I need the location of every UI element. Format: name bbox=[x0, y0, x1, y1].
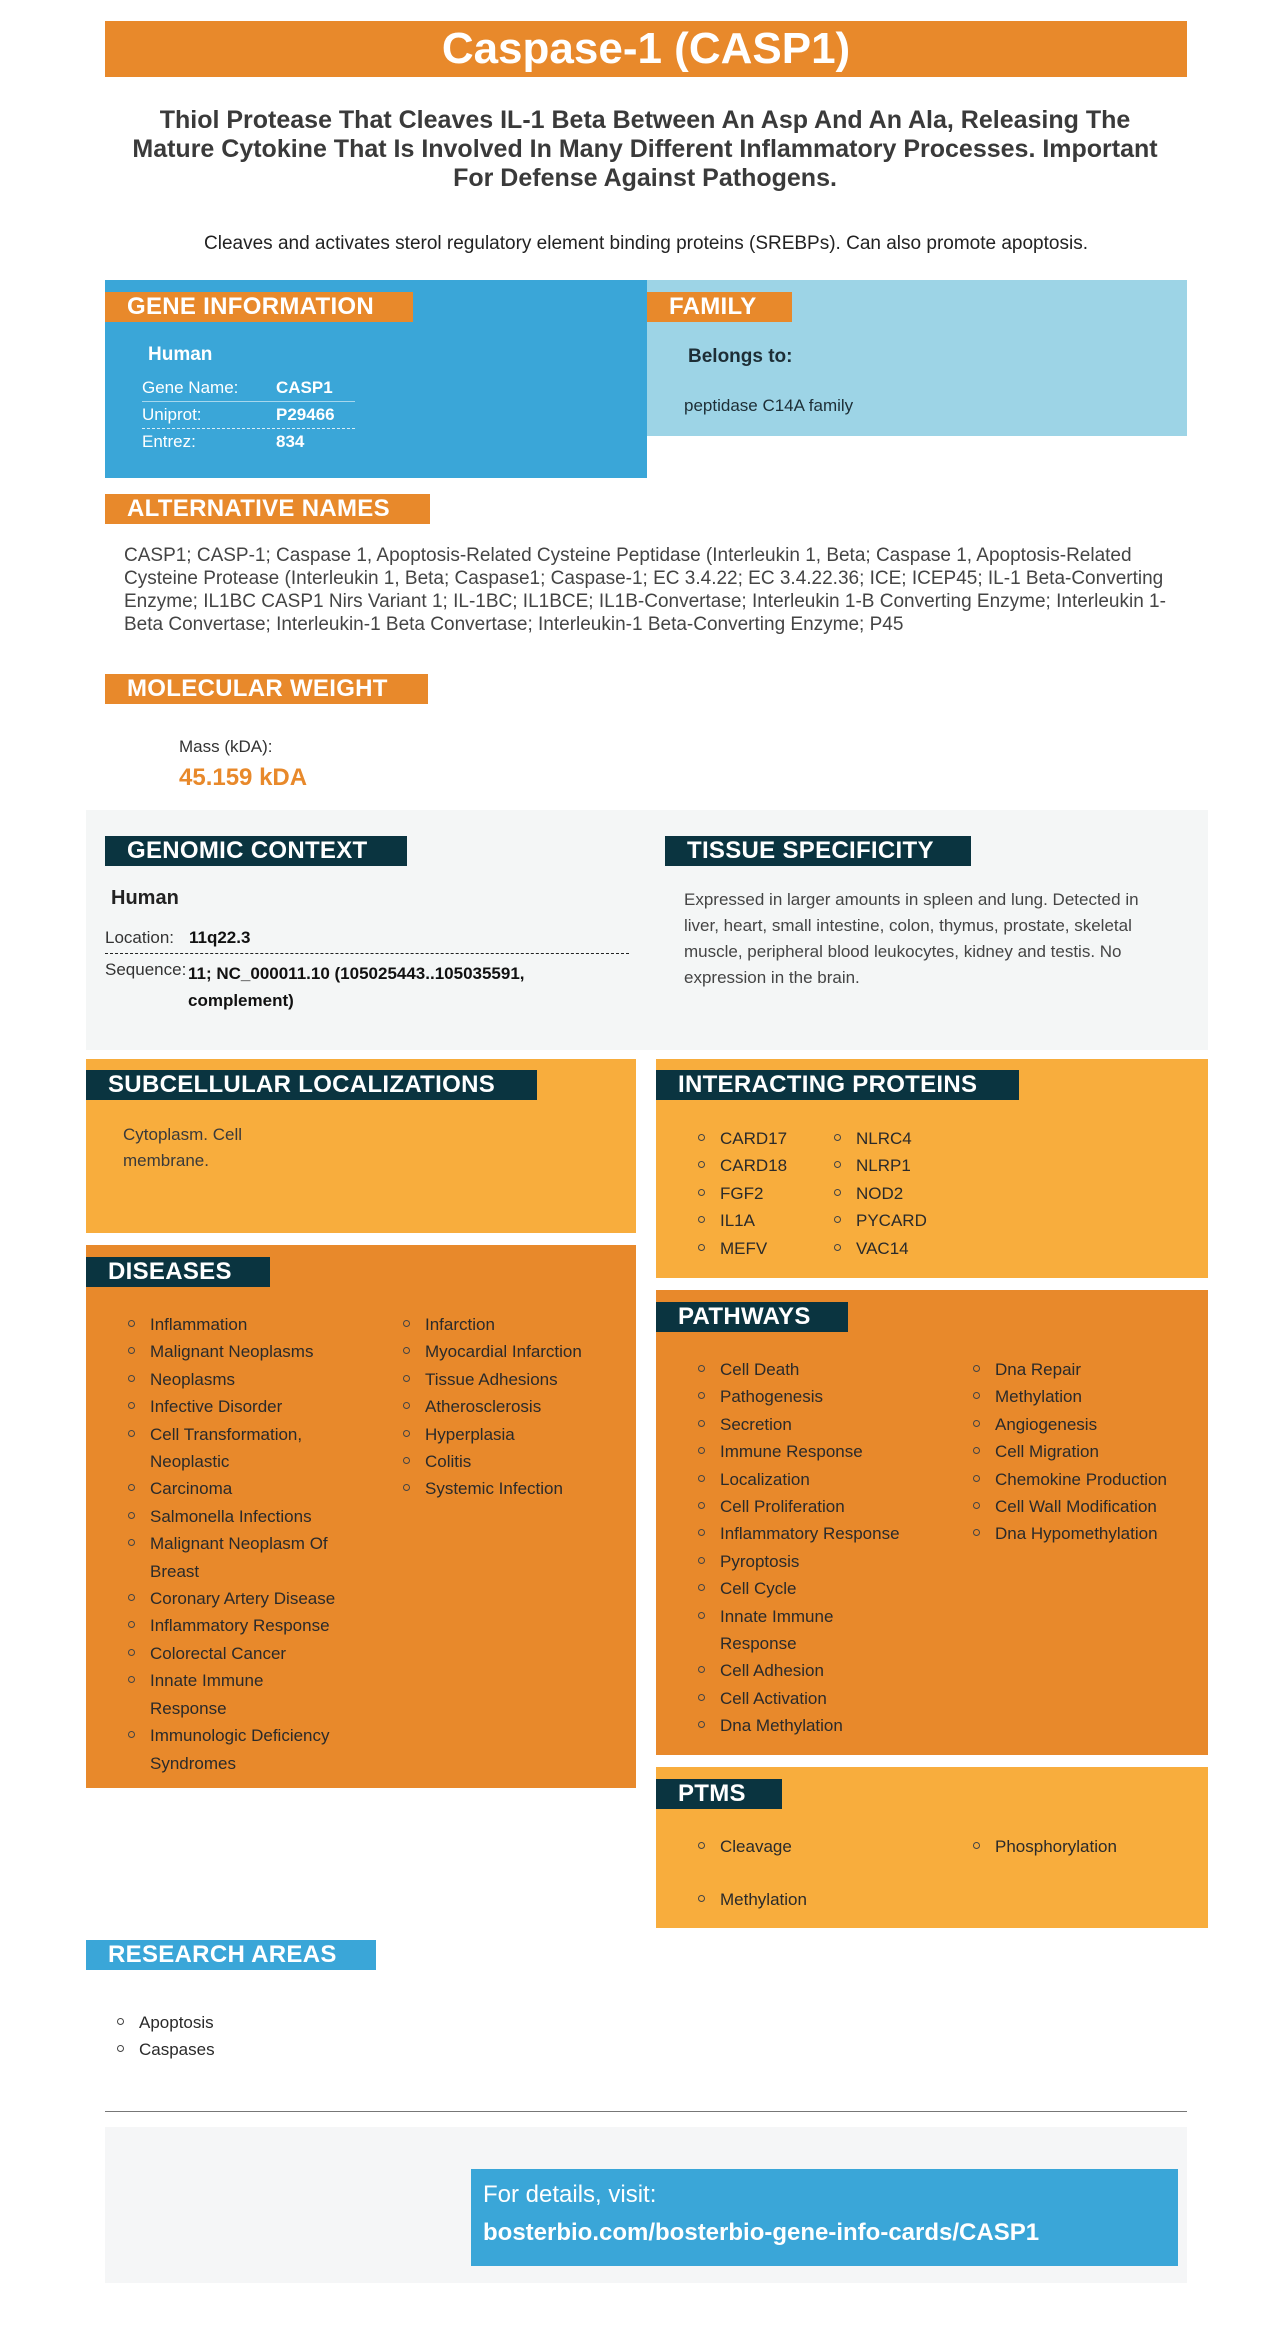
list-item: Cell Death bbox=[698, 1356, 938, 1383]
list-item: Atherosclerosis bbox=[403, 1393, 623, 1420]
location-row bbox=[105, 922, 629, 954]
interacting-proteins-heading: INTERACTING PROTEINS bbox=[656, 1070, 1019, 1100]
gene-information-heading: GENE INFORMATION bbox=[105, 292, 413, 322]
entrez-value: 834 bbox=[276, 432, 305, 451]
entrez-row bbox=[142, 429, 355, 455]
diseases-section bbox=[86, 1245, 636, 1788]
uniprot-row bbox=[142, 402, 355, 429]
list-item: Hyperplasia bbox=[403, 1421, 623, 1448]
details-url-link[interactable]: bosterbio.com/bosterbio-gene-info-cards/CASP1 bbox=[483, 2219, 1040, 2246]
pathways-list-1 bbox=[698, 1356, 938, 1740]
uniprot-value: P29466 bbox=[276, 405, 335, 424]
list-item: Tissue Adhesions bbox=[403, 1366, 623, 1393]
list-item: Cell Proliferation bbox=[698, 1493, 938, 1520]
gene-information-section bbox=[105, 280, 647, 478]
page-title: Caspase-1 (CASP1) bbox=[105, 21, 1187, 77]
list-item: Angiogenesis bbox=[973, 1411, 1203, 1438]
ptms-list-3 bbox=[698, 1886, 807, 1913]
list-item: Cell Cycle bbox=[698, 1575, 938, 1602]
family-heading: FAMILY bbox=[647, 292, 792, 322]
molecular-weight-heading: MOLECULAR WEIGHT bbox=[105, 674, 428, 704]
genomic-species: Human bbox=[111, 887, 179, 909]
research-areas-heading: RESEARCH AREAS bbox=[86, 1940, 376, 1970]
list-item: Neoplasms bbox=[128, 1366, 343, 1393]
list-item: Dna Hypomethylation bbox=[973, 1520, 1203, 1547]
uniprot-label: Uniprot: bbox=[142, 405, 202, 424]
list-item: Inflammatory Response bbox=[128, 1612, 343, 1639]
list-item: Infective Disorder bbox=[128, 1393, 343, 1420]
list-item: Pyroptosis bbox=[698, 1548, 938, 1575]
list-item: Malignant Neoplasms bbox=[128, 1338, 343, 1365]
alternative-names-text: CASP1; CASP-1; Caspase 1, Apoptosis-Related Cysteine Peptidase (Interleukin 1, Beta; Caspase 1, Apoptosis-Related Cysteine Protease (Interleukin 1, Beta; Caspase1; Caspase-1; EC 3.4.22; EC 3.4.22.36; ICE; ICEP45; IL-1 Beta-Converting Enzyme; IL1BC CASP1 Nirs Variant 1; IL-1BC; IL1BCE; IL1B-Convertase; Interleukin 1-B Converting Enzyme; Interleukin 1-Beta Convertase; Interleukin-1 Beta Convertase; Interleukin-1 Beta-Converting Enzyme; P45 bbox=[124, 545, 1166, 635]
location-value: 11q22.3 bbox=[189, 928, 251, 947]
interacting-proteins-section bbox=[656, 1059, 1208, 1278]
list-item: Salmonella Infections bbox=[128, 1503, 343, 1530]
ptms-list-1 bbox=[698, 1833, 792, 1860]
subcellular-heading: SUBCELLULAR LOCALIZATIONS bbox=[86, 1070, 537, 1100]
list-item: Secretion bbox=[698, 1411, 938, 1438]
mass-label: Mass (kDA): bbox=[179, 737, 273, 756]
pathways-list-2 bbox=[973, 1356, 1203, 1548]
list-item: Malignant Neoplasm Of Breast bbox=[128, 1530, 343, 1585]
ptms-section bbox=[656, 1767, 1208, 1928]
list-item: Apoptosis bbox=[117, 2009, 215, 2036]
family-value: peptidase C14A family bbox=[684, 396, 854, 415]
list-item: PYCARD bbox=[834, 1207, 927, 1234]
list-item: Dna Methylation bbox=[698, 1712, 938, 1739]
list-item: MEFV bbox=[698, 1235, 787, 1262]
pathways-heading: PATHWAYS bbox=[656, 1302, 848, 1332]
family-section bbox=[647, 280, 1187, 436]
interacting-proteins-list-2 bbox=[834, 1125, 927, 1262]
list-item: Myocardial Infarction bbox=[403, 1338, 623, 1365]
list-item: Carcinoma bbox=[128, 1475, 343, 1502]
ptms-list-2 bbox=[973, 1833, 1117, 1860]
list-item: NLRC4 bbox=[834, 1125, 927, 1152]
list-item: Localization bbox=[698, 1466, 938, 1493]
belongs-to-label: Belongs to: bbox=[688, 346, 793, 367]
list-item: Methylation bbox=[973, 1383, 1203, 1410]
list-item: Phosphorylation bbox=[973, 1833, 1117, 1860]
protein-function-summary: Thiol Protease That Cleaves IL-1 Beta Between An Asp And An Ala, Releasing The Mature Cytokine That Is Involved In Many Different Inflammatory Processes. Important For Defense Against Pathogens. bbox=[132, 106, 1158, 192]
genomic-context-heading: GENOMIC CONTEXT bbox=[105, 836, 407, 866]
list-item: Inflammatory Response bbox=[698, 1520, 938, 1547]
ptms-heading: PTMS bbox=[656, 1779, 782, 1809]
list-item: Colorectal Cancer bbox=[128, 1640, 343, 1667]
location-label: Location: bbox=[105, 928, 174, 947]
tissue-specificity-text: Expressed in larger amounts in spleen and lung. Detected in liver, heart, small intestine, colon, thymus, prostate, skeletal muscle, peripheral blood leukocytes, kidney and testis. No expression in the brain. bbox=[684, 890, 1139, 987]
diseases-heading: DISEASES bbox=[86, 1257, 270, 1287]
interacting-proteins-list-1 bbox=[698, 1125, 787, 1262]
list-item: VAC14 bbox=[834, 1235, 927, 1262]
list-item: Colitis bbox=[403, 1448, 623, 1475]
sequence-label: Sequence: bbox=[105, 960, 187, 979]
list-item: Inflammation bbox=[128, 1311, 343, 1338]
list-item: Cell Transformation, Neoplastic bbox=[128, 1421, 343, 1476]
list-item: FGF2 bbox=[698, 1180, 787, 1207]
list-item: Cell Adhesion bbox=[698, 1657, 938, 1684]
list-item: NOD2 bbox=[834, 1180, 927, 1207]
gene-name-value: CASP1 bbox=[276, 378, 333, 397]
subcellular-text: Cytoplasm. Cell membrane. bbox=[123, 1125, 243, 1170]
list-item: Cleavage bbox=[698, 1833, 792, 1860]
list-item: Coronary Artery Disease bbox=[128, 1585, 343, 1612]
list-item: Cell Wall Modification bbox=[973, 1493, 1203, 1520]
gene-name-row bbox=[142, 375, 355, 402]
list-item: Methylation bbox=[698, 1886, 807, 1913]
list-item: IL1A bbox=[698, 1207, 787, 1234]
list-item: Caspases bbox=[117, 2036, 215, 2063]
mass-value: 45.159 kDA bbox=[179, 764, 308, 791]
entrez-label: Entrez: bbox=[142, 432, 196, 451]
list-item: Pathogenesis bbox=[698, 1383, 938, 1410]
pathways-section bbox=[656, 1290, 1208, 1755]
alternative-names-heading: ALTERNATIVE NAMES bbox=[105, 494, 430, 524]
tissue-specificity-heading: TISSUE SPECIFICITY bbox=[665, 836, 971, 866]
list-item: Infarction bbox=[403, 1311, 623, 1338]
list-item: CARD17 bbox=[698, 1125, 787, 1152]
sequence-value: 11; NC_000011.10 (105025443..105035591, complement) bbox=[188, 964, 525, 1010]
list-item: Cell Activation bbox=[698, 1685, 938, 1712]
list-item: Cell Migration bbox=[973, 1438, 1203, 1465]
list-item: Immunologic Deficiency Syndromes bbox=[128, 1722, 343, 1777]
subcellular-section bbox=[86, 1059, 636, 1233]
list-item: Chemokine Production bbox=[973, 1466, 1203, 1493]
details-link-box[interactable] bbox=[471, 2169, 1178, 2266]
list-item: Innate Immune Response bbox=[128, 1667, 343, 1722]
gene-name-label: Gene Name: bbox=[142, 378, 239, 397]
list-item: NLRP1 bbox=[834, 1152, 927, 1179]
list-item: Dna Repair bbox=[973, 1356, 1203, 1383]
gene-species: Human bbox=[148, 344, 213, 365]
protein-function-detail: Cleaves and activates sterol regulatory element binding proteins (SREBPs). Can also promote apoptosis. bbox=[204, 233, 1088, 254]
diseases-list-2 bbox=[403, 1311, 623, 1503]
footer-divider bbox=[105, 2111, 1187, 2112]
diseases-list-1 bbox=[128, 1311, 343, 1777]
list-item: Immune Response bbox=[698, 1438, 938, 1465]
details-label: For details, visit: bbox=[483, 2181, 657, 2208]
list-item: Innate Immune Response bbox=[698, 1603, 850, 1658]
list-item: CARD18 bbox=[698, 1152, 787, 1179]
research-areas-list bbox=[117, 2009, 215, 2064]
list-item: Systemic Infection bbox=[403, 1475, 623, 1502]
